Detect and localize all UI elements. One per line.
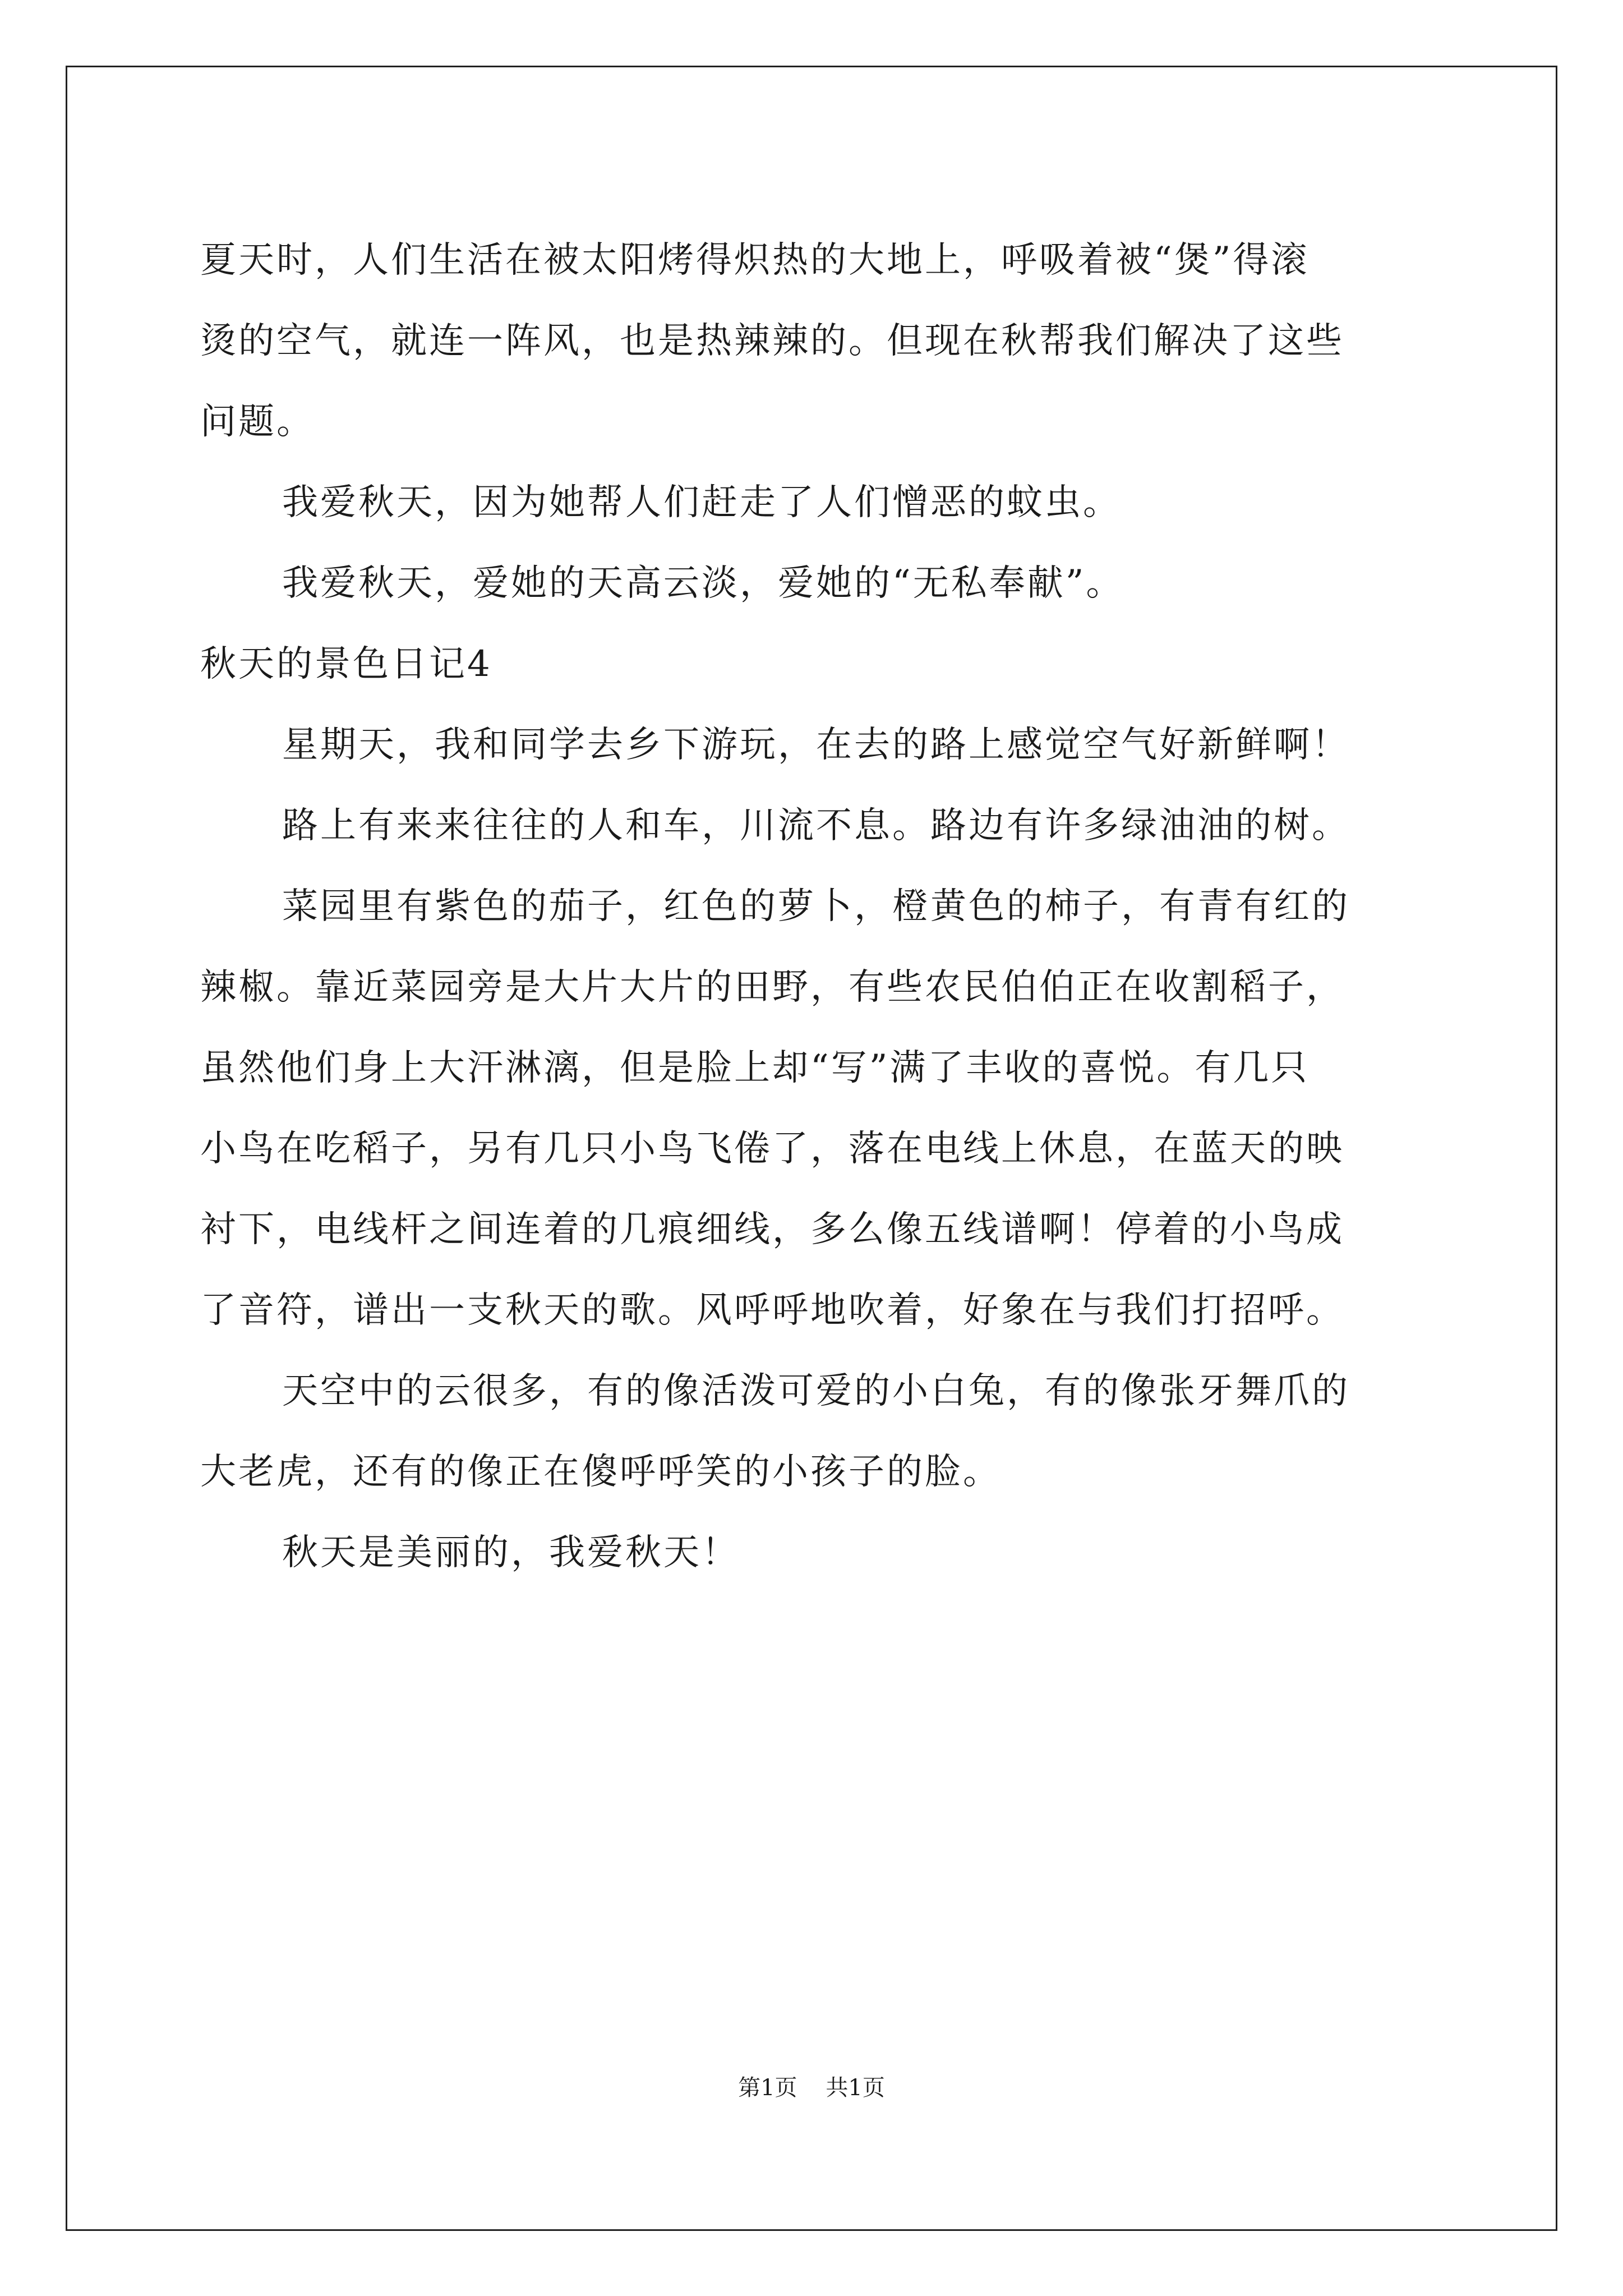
text-line: 大老虎，还有的像正在傻呼呼笑的小孩子的脸。 xyxy=(200,1451,1001,1493)
page-footer xyxy=(0,2071,1623,2105)
text-line: 秋天是美丽的，我爱秋天！ xyxy=(282,1532,740,1573)
text-line: 星期天，我和同学去乡下游玩，在去的路上感觉空气好新鲜啊！ xyxy=(282,724,1350,766)
text-line: 烫的空气，就连一阵风，也是热辣辣的。但现在秋帮我们解决了这些 xyxy=(200,320,1344,362)
text-line: 夏天时，人们生活在被太阳烤得炽热的大地上，呼吸着被“煲”得滚 xyxy=(200,240,1310,281)
text-line: 了音符，谱出一支秋天的歌。风呼呼地吹着，好象在与我们打招呼。 xyxy=(200,1290,1344,1331)
text-line: 小鸟在吃稻子，另有几只小鸟飞倦了，落在电线上休息，在蓝天的映 xyxy=(200,1128,1344,1170)
text-line: 衬下，电线杆之间连着的几痕细线，多么像五线谱啊！停着的小鸟成 xyxy=(200,1209,1344,1250)
footer-separator xyxy=(797,2075,826,2101)
text-line: 辣椒。靠近菜园旁是大片大片的田野，有些农民伯伯正在收割稻子， xyxy=(200,967,1344,1008)
document-body xyxy=(200,220,1428,1593)
text-line: 我爱秋天，爱她的天高云淡，爱她的“无私奉献”。 xyxy=(282,563,1124,604)
text-line: 路上有来来往往的人和车，川流不息。路边有许多绿油油的树。 xyxy=(282,805,1350,846)
section-title: 秋天的景色日记4 xyxy=(200,643,492,685)
page-total: 共1页 xyxy=(826,2075,885,2101)
text-line: 天空中的云很多，有的像活泼可爱的小白兔，有的像张牙舞爪的 xyxy=(282,1370,1350,1412)
text-line: 问题。 xyxy=(200,401,315,443)
page-number: 第1页 xyxy=(738,2075,797,2101)
text-line: 虽然他们身上大汗淋漓，但是脸上却“写”满了丰收的喜悦。有几只 xyxy=(200,1047,1310,1089)
text-line: 我爱秋天，因为她帮人们赶走了人们憎恶的蚊虫。 xyxy=(282,482,1121,523)
text-line: 菜园里有紫色的茄子，红色的萝卜，橙黄色的柿子，有青有红的 xyxy=(282,886,1350,927)
